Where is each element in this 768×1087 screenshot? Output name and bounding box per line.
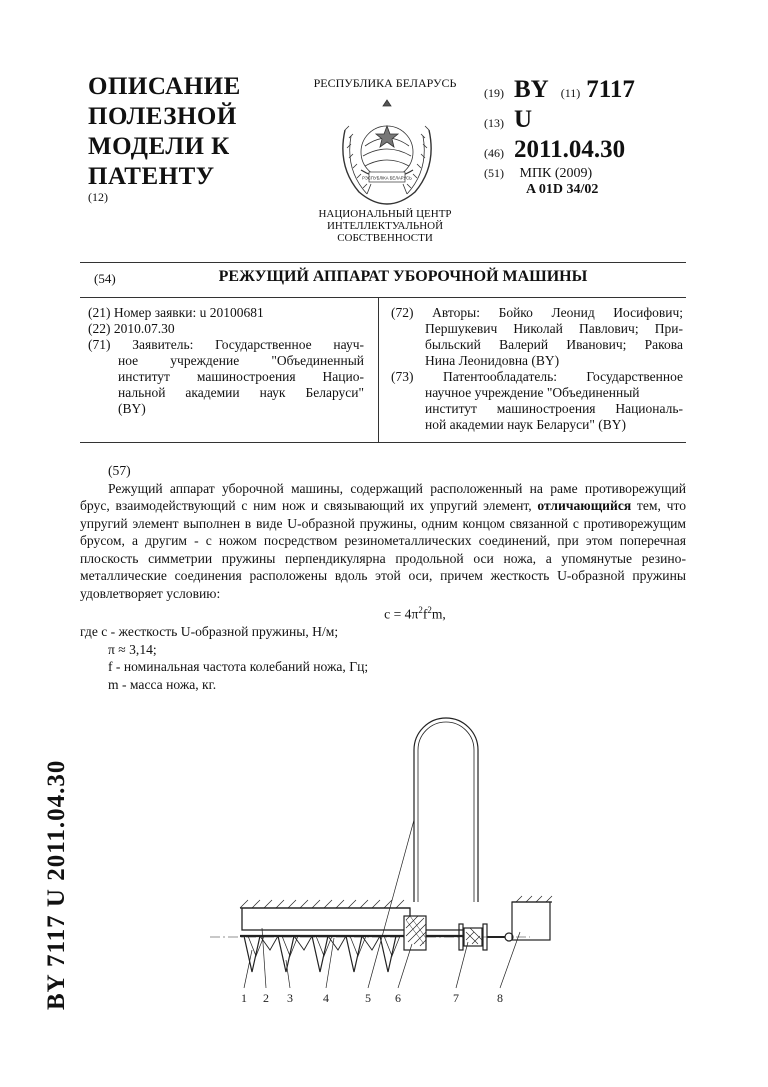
formula-exponent: 2: [418, 605, 423, 615]
national-center-label: [290, 208, 480, 244]
figure-label: 7: [453, 991, 459, 1005]
ipc-class: A 01D 34/02: [526, 182, 599, 197]
abstract-code: (57): [108, 463, 131, 478]
figure-label: 8: [497, 991, 503, 1005]
side-identifier: BY 7117 U 2011.04.30: [43, 759, 70, 1010]
biblio-line: быльский Валерий Иванович; Ракова: [425, 337, 683, 352]
formula: [80, 602, 686, 623]
republic-label: РЕСПУБЛИКА БЕЛАРУСЬ: [313, 76, 457, 90]
figure-label: 6: [395, 991, 401, 1005]
formula-part: m,: [431, 606, 446, 622]
code-46: (46): [484, 146, 504, 160]
figure-label: 5: [365, 991, 371, 1005]
biblio-right: [391, 305, 683, 433]
publication-date: 2011.04.30: [514, 136, 626, 163]
patent-number: 7117: [586, 76, 635, 103]
code-11: (11): [560, 86, 581, 100]
biblio-line: (71) Заявитель: Государственное науч-: [88, 337, 364, 352]
biblio-line: (22) 2010.07.30: [88, 321, 175, 336]
abstract: [80, 462, 686, 693]
emblem-ribbon-text: РЭСПУБЛІКА БЕЛАРУСЬ: [362, 175, 412, 181]
biblio-line: Першукевич Николай Павлович; При-: [425, 321, 683, 336]
patent-codes: [484, 76, 684, 198]
rule-bottom: [80, 442, 686, 443]
mass-line: m - масса ножа, кг.: [108, 676, 217, 692]
cutting-apparatus-figure: [200, 710, 570, 1010]
biblio-line: ной академии наук Беларуси" (BY): [425, 417, 626, 432]
invention-title: РЕЖУЩИЙ АППАРАТ УБОРОЧНОЙ МАШИНЫ: [218, 268, 588, 285]
figure-label: 1: [241, 991, 247, 1005]
formula-exponent: 2: [427, 605, 432, 615]
biblio-left: [88, 305, 364, 417]
document-title: [88, 72, 241, 192]
biblio-line: (BY): [118, 401, 146, 416]
formula-part: f: [422, 606, 428, 622]
title-line: ПАТЕНТУ: [88, 163, 215, 190]
title-line: МОДЕЛИ К: [88, 133, 230, 160]
biblio-line: нальной академии наук Беларуси": [118, 385, 364, 400]
biblio-line: (72) Авторы: Бойко Леонид Иосифович;: [391, 305, 683, 320]
code-19: (19): [484, 86, 504, 100]
figure-label: 4: [323, 991, 329, 1005]
country-code: BY: [514, 76, 549, 103]
biblio-divider: [378, 298, 379, 442]
center-line: ИНТЕЛЛЕКТУАЛЬНОЙ: [326, 220, 444, 232]
code-12: (12): [88, 190, 108, 204]
claim-keyword: отличающийся: [537, 498, 632, 513]
figure-label: 3: [287, 991, 293, 1005]
claim-paragraph: [80, 480, 686, 603]
biblio-line: ное учреждение "Объединенный: [118, 353, 364, 368]
claim-text-a: Режущий аппарат уборочной машины, содержащий расположенный на раме противорежущий брус, взаимодействующий с ним нож и связывающий их упругий элемент,: [80, 480, 686, 513]
rule-mid: [80, 297, 686, 298]
code-54: (54): [94, 271, 116, 286]
formula-part: c = 4π: [384, 606, 419, 622]
code-13: (13): [484, 116, 504, 130]
rule-top: [80, 262, 686, 263]
biblio-line: (73) Патентообладатель: Государственное: [391, 369, 683, 384]
claim-text-b: тем, что упругий элемент выполнен в виде U-образной пружины, одним концом связанной с противорежущим брусом, а другим - с ножом посредством резинометаллических соединений, при этом поперечная плоскость симметрии пружины перпендикулярна продольной оси ножа, а упомянутые резино-металлические соединения расположены вдоль этой оси, причем жесткость U-образной пружины удовлетворяет условию:: [80, 498, 686, 601]
freq-line: f - номинальная частота колебаний ножа, Гц;: [108, 659, 369, 675]
where-line: где c - жесткость U-образной пружины, Н/м;: [80, 624, 339, 640]
center-line: НАЦИОНАЛЬНЫЙ ЦЕНТР: [318, 208, 452, 220]
mpk-label: МПК (2009): [519, 166, 593, 181]
biblio-line: институт машиностроения Нацио-: [118, 369, 364, 384]
code-51: (51): [484, 166, 504, 180]
kind-code: U: [514, 106, 533, 133]
biblio-line: Нина Леонидовна (BY): [425, 353, 560, 368]
figure-label: 2: [263, 991, 269, 1005]
center-line: СОБСТВЕННОСТИ: [337, 232, 433, 244]
title-line: ОПИСАНИЕ: [88, 73, 241, 100]
coat-of-arms-emblem: [323, 96, 451, 208]
pi-line: π ≈ 3,14;: [108, 641, 157, 657]
biblio-line: институт машиностроения Националь-: [425, 401, 683, 416]
biblio-line: (21) Номер заявки: u 20100681: [88, 305, 264, 320]
title-line: ПОЛЕЗНОЙ: [88, 103, 237, 130]
biblio-line: научное учреждение "Объединенный: [425, 385, 640, 400]
